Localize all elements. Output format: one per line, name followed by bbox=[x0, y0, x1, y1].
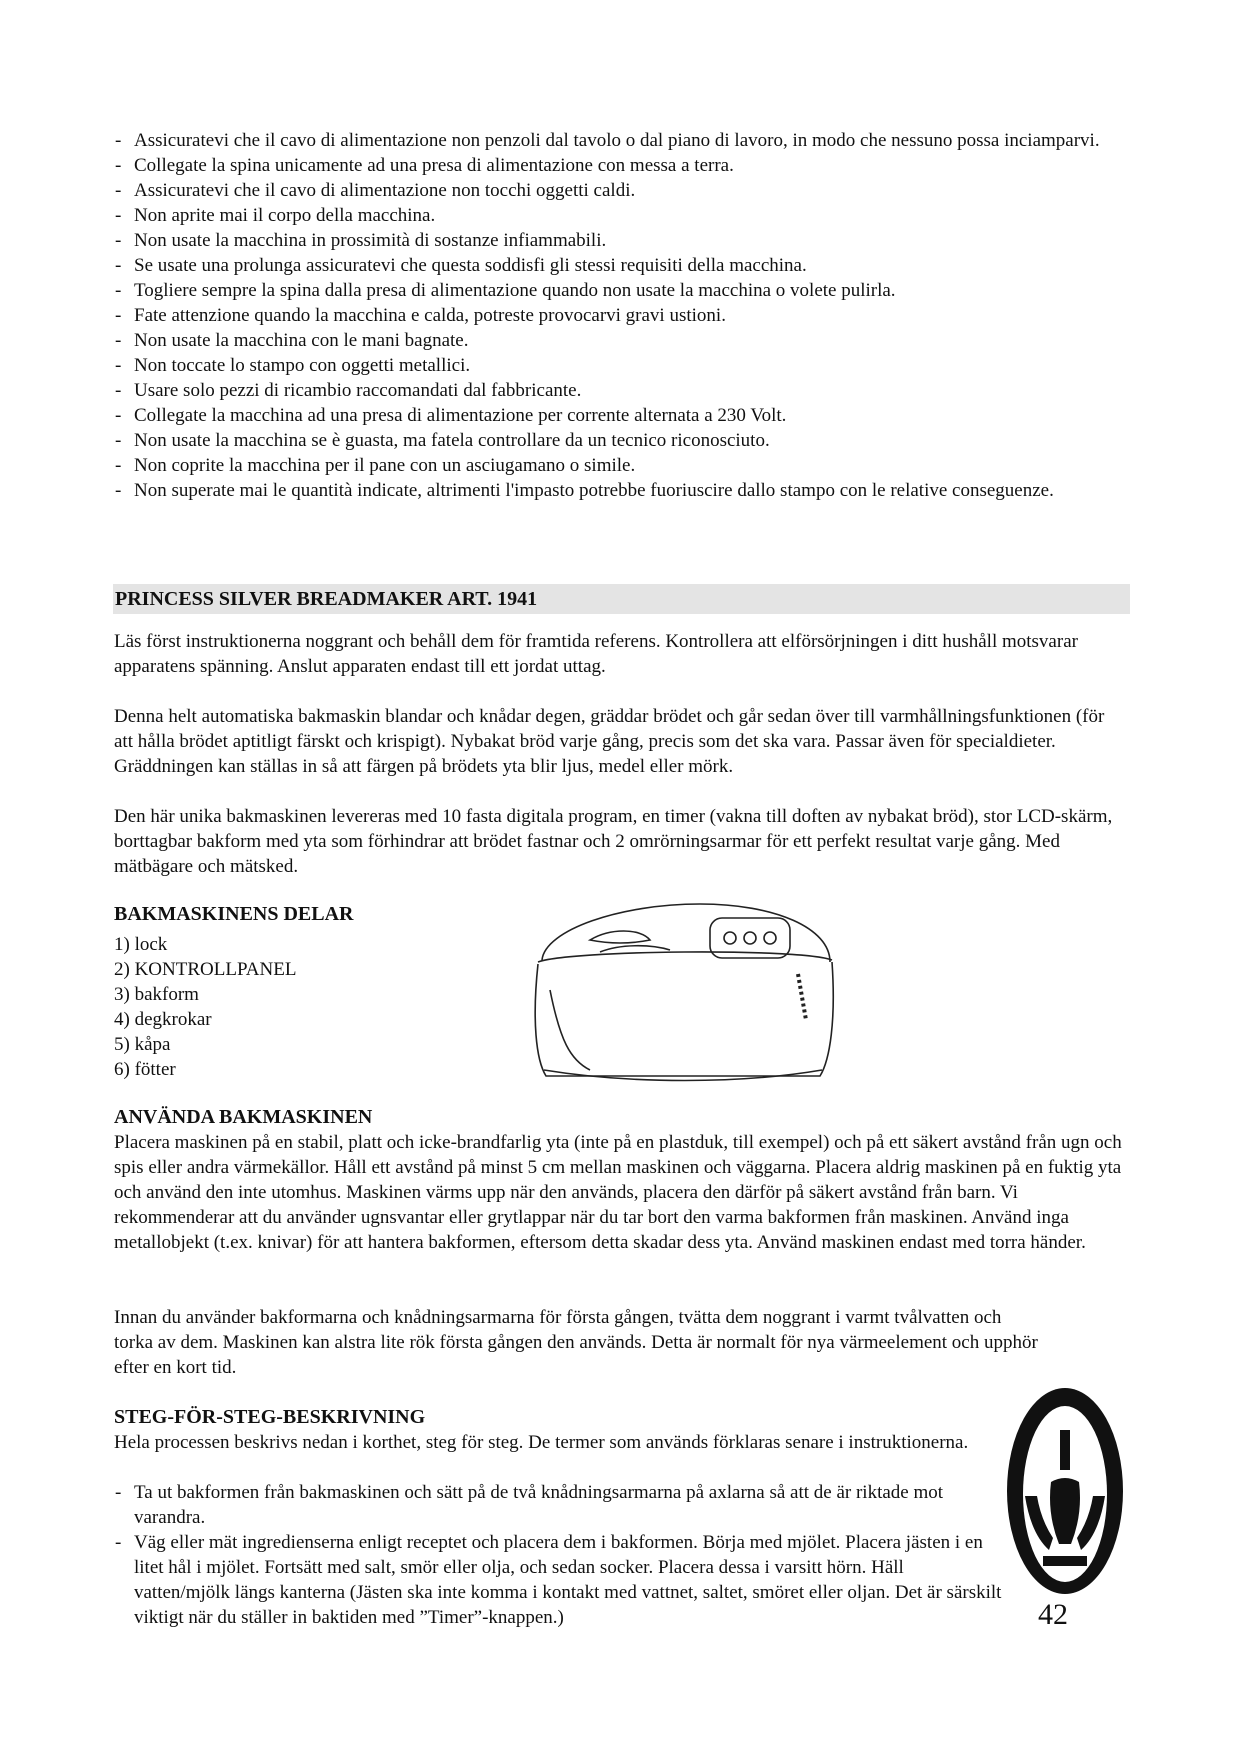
list-item: - Non usate la macchina in prossimità di sostanze infiammabili. bbox=[113, 228, 1123, 253]
list-item: - Non superate mai le quantità indicate, altrimenti l'impasto potrebbe fuoriuscire dallo stampo con le relative conseguenze. bbox=[113, 478, 1123, 503]
use-heading: ANVÄNDA BAKMASKINEN bbox=[114, 1106, 373, 1128]
intro-paragraph-2: Denna helt automatiska bakmaskin blandar och knådar degen, gräddar brödet och går sedan över till varmhållningsfunktionen (för att hålla brödet aptitligt färskt och krispigt). Nybakat bröd varje gång, precis som det ska vara. Passar även för specialdieter. Gräddningen kan ställas in så att färgen på brödets yta blir ljus, medel eller mörk. bbox=[114, 706, 1105, 777]
list-item: - Ta ut bakformen från bakmaskinen och sätt på de två knådningsarmarna på axlarna så att de är riktade mot varandra. bbox=[113, 1480, 1003, 1530]
parts-item: 5) kåpa bbox=[114, 1034, 171, 1055]
list-item: - Non usate la macchina se è guasta, ma fatela controllare da un tecnico riconosciuto. bbox=[113, 428, 1123, 453]
section-title-bar bbox=[113, 584, 1130, 614]
list-item: - Non aprite mai il corpo della macchina. bbox=[113, 203, 1123, 228]
use-paragraph-2: Innan du använder bakformarna och knådningsarmarna för första gången, tvätta dem noggrant i varmt tvålvatten och torka av dem. Maskinen kan alstra lite rök första gången den används. Detta är normalt för nya värmeelement och upphör efter en kort tid. bbox=[114, 1307, 1038, 1378]
parts-heading: BAKMASKINENS DELAR bbox=[114, 903, 354, 925]
parts-item: 1) lock bbox=[114, 934, 168, 955]
parts-item: 6) fötter bbox=[114, 1059, 176, 1080]
list-item: - Väg eller mät ingredienserna enligt receptet och placera dem i bakformen. Börja med mjölet. Placera jästen i en litet hål i mjölet. Fortsätt med salt, smör eller olja, och sedan socker. Placera dessa i varsitt hörn. Häll vatten/mjölk längs kanterna (Jästen ska inte komma i kontakt med vattnet, saltet, smöret eller oljan. Det är särskilt viktigt när du ställer in baktiden med ”Timer”-knappen.) bbox=[113, 1530, 1003, 1630]
steps-heading: STEG-FÖR-STEG-BESKRIVNING bbox=[114, 1406, 426, 1428]
list-item: - Assicuratevi che il cavo di alimentazione non tocchi oggetti caldi. bbox=[113, 178, 1123, 203]
steps-list bbox=[113, 1480, 1003, 1630]
list-item: - Non usate la macchina con le mani bagnate. bbox=[113, 328, 1123, 353]
list-item: - Togliere sempre la spina dalla presa di alimentazione quando non usate la macchina o volete pulirla. bbox=[113, 278, 1123, 303]
list-item: - Assicuratevi che il cavo di alimentazione non penzoli dal tavolo o dal piano di lavoro, in modo che nessuno possa inciamparvi. bbox=[113, 128, 1123, 153]
list-item: - Fate attenzione quando la macchina e calda, potreste provocarvi gravi ustioni. bbox=[113, 303, 1123, 328]
italian-safety-list bbox=[113, 128, 1123, 503]
list-item: - Non coprite la macchina per il pane con un asciugamano o simile. bbox=[113, 453, 1123, 478]
parts-list bbox=[114, 932, 296, 1082]
list-item: - Usare solo pezzi di ricambio raccomandati dal fabbricante. bbox=[113, 378, 1123, 403]
steps-intro: Hela processen beskrivs nedan i korthet, steg för steg. De termer som används förklaras senare i instruktionerna. bbox=[114, 1432, 969, 1453]
list-item: - Non toccate lo stampo con oggetti metallici. bbox=[113, 353, 1123, 378]
use-paragraph-1: Placera maskinen på en stabil, platt och icke-brandfarlig yta (inte på en plastduk, till exempel) och på ett säkert avstånd från ugn och spis eller andra värmekällor. Håll ett avstånd på minst 5 cm mellan maskinen och väggarna. Placera aldrig maskinen på en fuktig yta och använd den inte utomhus. Maskinen värms upp när den används, placera den därför på säkert avstånd från barn. Vi rekommenderar att du använder ugnsvantar eller grytlappar när du tar bort den varma bakformen från maskinen. Använd inga metallobjekt (t.ex. knivar) för att hantera bakformen, eftersom detta skadar dess yta. Använd maskinen endast med torra händer. bbox=[114, 1132, 1122, 1253]
list-item: - Collegate la macchina ad una presa di alimentazione per corrente alternata a 230 Volt. bbox=[113, 403, 1123, 428]
parts-item: 2) KONTROLLPANEL bbox=[114, 959, 297, 980]
page-number: 42 bbox=[1038, 1598, 1068, 1631]
bread-icon bbox=[1003, 1384, 1127, 1598]
list-item: - Se usate una prolunga assicuratevi che questa soddisfi gli stessi requisiti della macchina. bbox=[113, 253, 1123, 278]
intro-paragraph-1: Läs först instruktionerna noggrant och behåll dem för framtida referens. Kontrollera att elförsörjningen i ditt hushåll motsvarar apparatens spänning. Anslut apparaten endast till ett jordat uttag. bbox=[114, 631, 1078, 677]
breadmaker-illustration bbox=[530, 900, 840, 1085]
list-item: - Collegate la spina unicamente ad una presa di alimentazione con messa a terra. bbox=[113, 153, 1123, 178]
parts-item: 3) bakform bbox=[114, 984, 199, 1005]
parts-item: 4) degkrokar bbox=[114, 1009, 212, 1030]
intro-paragraph-3: Den här unika bakmaskinen levereras med 10 fasta digitala program, en timer (vakna till doften av nybakat bröd), stor LCD-skärm, borttagbar bakform med yta som förhindrar att brödet fastnar och 2 omrörningsarmar för ett perfekt resultat varje gång. Med mätbägare och mätsked. bbox=[114, 806, 1113, 877]
section-title: PRINCESS SILVER BREADMAKER ART. 1941 bbox=[115, 588, 538, 610]
